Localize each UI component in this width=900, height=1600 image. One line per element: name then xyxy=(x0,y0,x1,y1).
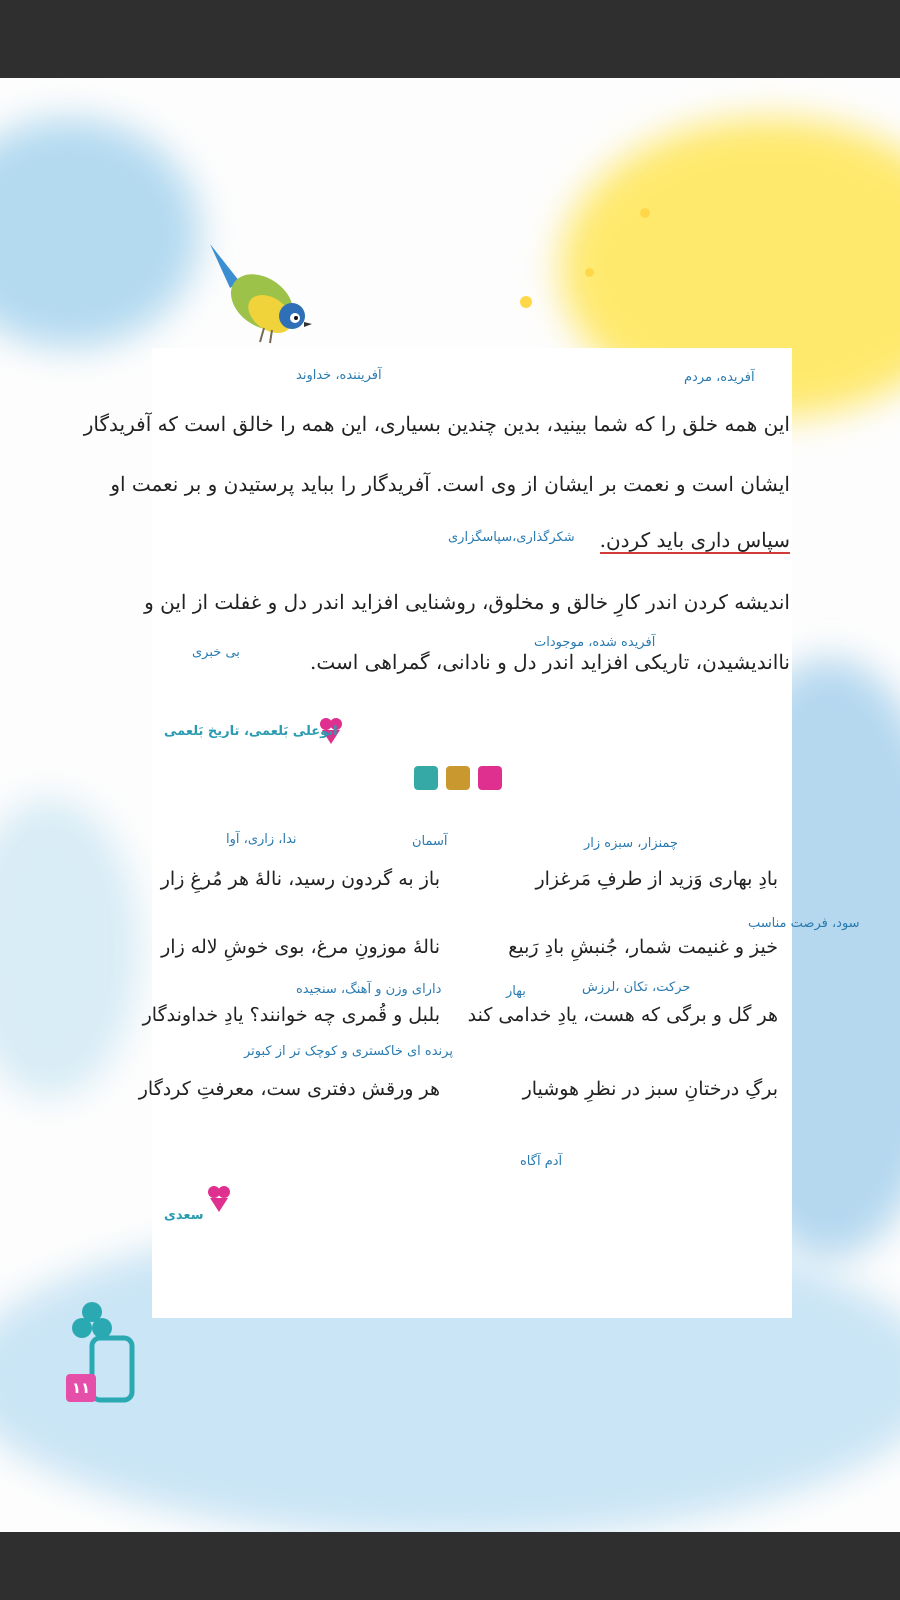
bird-illustration xyxy=(200,238,320,348)
ornament-gold-icon xyxy=(446,766,470,790)
verse-4-left: هر ورقش دفتری ست، معرفتِ کردگار xyxy=(138,1078,440,1100)
prose-line-5: نااندیشیدن، تاریکی افزاید اندر دل و نادانی، گمراهی است. xyxy=(310,650,790,674)
prose-line-3-text: سپاس داری باید کردن. xyxy=(599,528,790,552)
top-status-bar xyxy=(0,0,900,78)
gloss-afarinandeh: آفریننده، خداوند xyxy=(296,368,382,383)
bottom-navigation-bar xyxy=(0,1532,900,1600)
prose-line-2: ایشان است و نعمت بر ایشان از وی است. آفریدگار را بباید پرستیدن و بر نعمت او xyxy=(110,472,790,496)
verse-2-right: خیز و غنیمت شمار، جُنبشِ بادِ رَبیع xyxy=(508,936,778,958)
gloss-sood: سود، فرصت مناسب xyxy=(748,916,860,931)
ornament-pink-icon xyxy=(478,766,502,790)
gloss-neda: ندا، زاری، آوا xyxy=(226,832,297,847)
gloss-harekat: حرکت، تکان ،لرزش xyxy=(582,980,691,995)
gloss-adam: آدم آگاه xyxy=(520,1154,563,1169)
verse-3-left: بلبل و قُمری چه خوانند؟ یادِ خداوندگار xyxy=(142,1004,440,1026)
gloss-shokrgozari: شکرگذاری،سپاسگزاری xyxy=(448,530,575,545)
verse-4-right: برگِ درختانِ سبز در نظرِ هوشیار xyxy=(522,1078,778,1100)
gloss-afarideh: آفریده، مردم xyxy=(684,370,755,385)
gloss-bikhabari: بی خبری xyxy=(192,645,240,660)
gloss-aseman: آسمان xyxy=(412,834,448,849)
prose-line-4: اندیشه کردن اندر کارِ خالق و مخلوق، روشنایی افزاید اندر دل و غفلت از این و xyxy=(144,590,790,614)
gloss-bahar: بهار xyxy=(506,984,526,999)
source-saadi: سعدی xyxy=(164,1208,204,1223)
prose-line-1: این همه خلق را که شما بینید، بدین چندین بسیاری، این همه را خالق است که آفریدگار xyxy=(83,412,790,436)
flower-icon xyxy=(206,1184,232,1214)
ornament-teal-icon xyxy=(414,766,438,790)
prose-line-3 xyxy=(600,528,790,552)
verse-1-right: بادِ بهاری وَزید از طرفِ مَرغزار xyxy=(535,868,778,890)
gloss-chamanzar: چمنزار، سبزه زار xyxy=(584,836,678,851)
source-balami: ابوعلی بَلعمی، تاریخ بَلعمی xyxy=(164,724,338,739)
page-number: ۱۱ xyxy=(66,1374,96,1402)
gloss-makhlugh: آفریده شده، موجودات xyxy=(534,635,656,650)
gloss-parandeh: پرنده ای خاکستری و کوچک تر از کبوتر xyxy=(244,1044,453,1059)
gloss-vazn: دارای وزن و آهنگ، سنجیده xyxy=(296,982,442,997)
verse-1-left: باز به گردون رسید، نالهٔ هر مُرغِ زار xyxy=(160,868,440,890)
verse-2-left: نالهٔ موزونِ مرغ، بوی خوشِ لاله زار xyxy=(161,936,440,958)
verse-3-right: هر گل و برگی که هست، یادِ خدامی کند xyxy=(467,1004,778,1026)
book-page xyxy=(0,78,900,1532)
